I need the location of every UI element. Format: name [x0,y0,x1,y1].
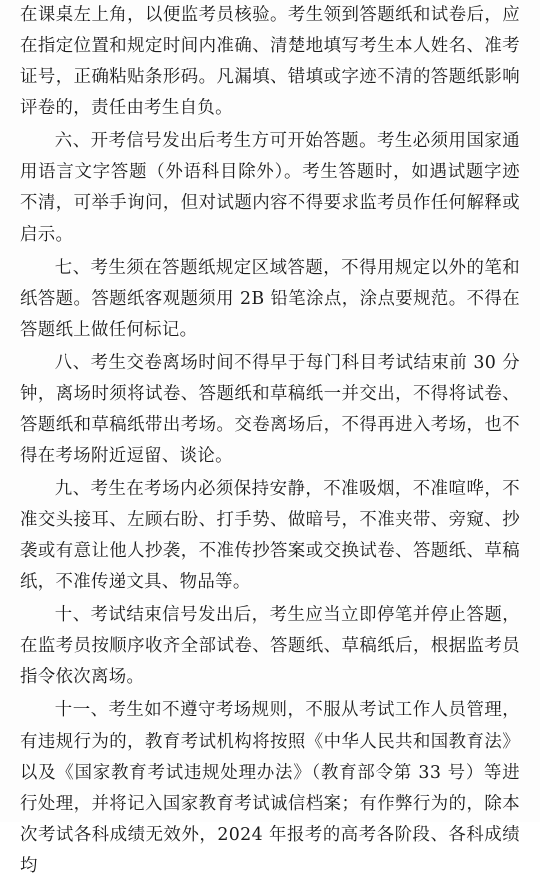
paragraph-rule-10: 十、考试结束信号发出后，考生应当立即停笔并停止答题，在监考员按顺序收齐全部试卷、答题纸、草稿纸后，根据监考员指令依次离场。 [20,605,520,688]
paragraph-rule-11: 十一、考生如不遵守考场规则，不服从考试工作人员管理，有违规行为的，教育考试机构将按照《中华人民共和国教育法》以及《国家教育考试违规处理办法》（教育部令第 33 号）等进行处理，并将记入国家教育考试诚信档案；有作弊行为的，除本次考试各科成绩无效外，2024 年报考的高考各阶段、各科成绩均 [20,700,520,876]
paragraph-rule-7: 七、考生须在答题纸规定区域答题，不得用规定以外的笔和纸答题。答题纸客观题须用 2B 铅笔涂点，涂点要规范。不得在答题纸上做任何标记。 [20,257,520,340]
paragraph-rule-5-continuation: 在课桌左上角，以便监考员核验。考生领到答题纸和试卷后，应在指定位置和规定时间内准确、清楚地填写考生本人姓名、准考证号，正确粘贴条形码。凡漏填、错填或字迹不清的答题纸影响评卷的，责任由考生自负。 [20,5,520,119]
paragraph-rule-9: 九、考生在考场内必须保持安静，不准吸烟，不准喧哗，不准交头接耳、左顾右盼、打手势、做暗号，不准夹带、旁窥、抄袭或有意让他人抄袭，不准传抄答案或交换试卷、答题纸、草稿纸，不准传递文具、物品等。 [20,478,520,593]
paragraph-rule-6: 六、开考信号发出后考生方可开始答题。考生必须用国家通用语言文字答题（外语科目除外）。考生答题时，如遇试题字迹不清，可举手询问，但对试题内容不得要求监考员作任何解释或启示。 [20,131,520,245]
paragraph-rule-8: 八、考生交卷离场时间不得早于每门科目考试结束前 30 分钟，离场时须将试卷、答题纸和草稿纸一并交出，不得将试卷、答题纸和草稿纸带出考场。交卷离场后，不得再进入考场，也不得在考场附近逗留、谈论。 [20,352,520,466]
